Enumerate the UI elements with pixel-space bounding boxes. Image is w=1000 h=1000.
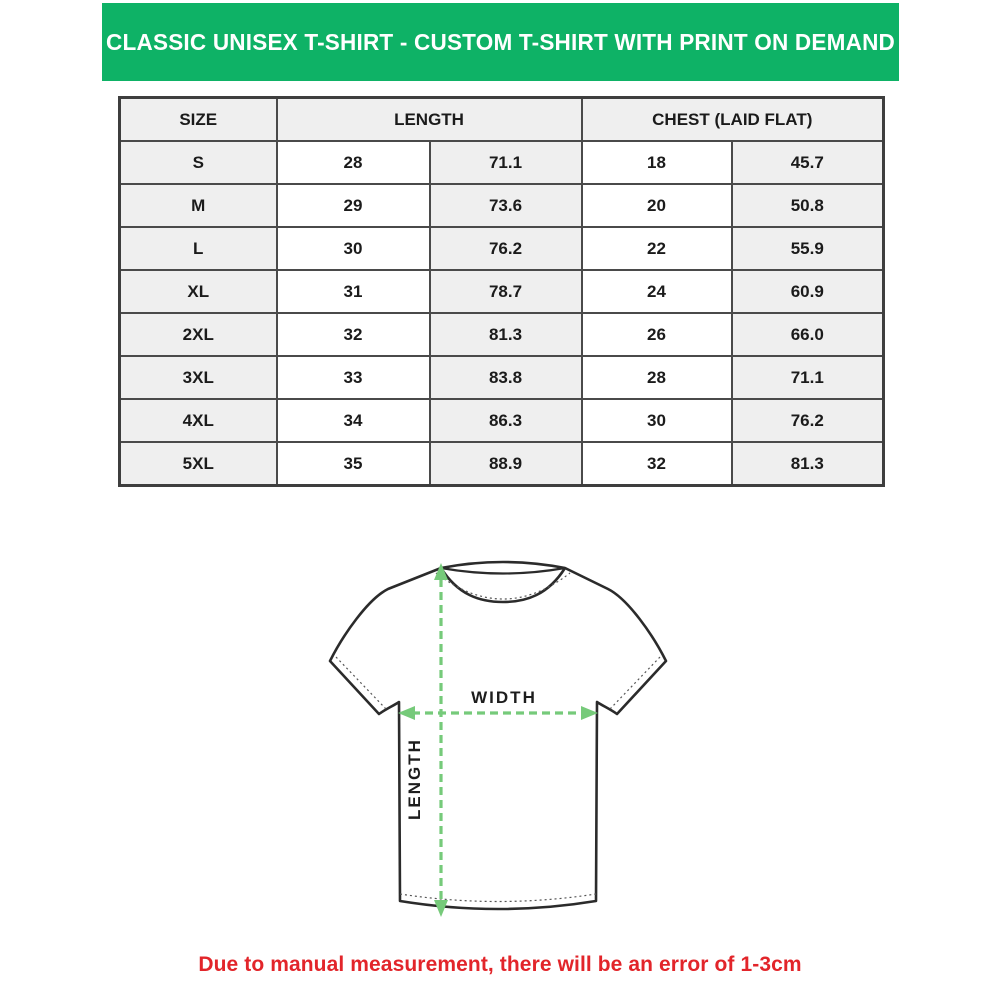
chest-inches-cell: 32 xyxy=(582,442,732,486)
chest-cm-cell: 71.1 xyxy=(732,356,884,399)
size-cell: 4XL xyxy=(120,399,277,442)
chest-cm-cell: 76.2 xyxy=(732,399,884,442)
column-header-chest: CHEST (LAID FLAT) xyxy=(582,98,884,142)
length-cm-cell: 71.1 xyxy=(430,141,582,184)
length-inches-cell: 28 xyxy=(277,141,430,184)
length-inches-cell: 31 xyxy=(277,270,430,313)
table-header-row xyxy=(120,98,884,142)
length-cm-cell: 73.6 xyxy=(430,184,582,227)
page-title: CLASSIC UNISEX T-SHIRT - CUSTOM T-SHIRT WITH PRINT ON DEMAND xyxy=(106,28,895,55)
measurement-note: Due to manual measurement, there will be an error of 1-3cm xyxy=(198,953,802,976)
length-arrowhead-bottom xyxy=(434,900,448,917)
tshirt-silhouette xyxy=(330,562,666,909)
length-inches-cell: 30 xyxy=(277,227,430,270)
table-row xyxy=(120,442,884,486)
size-cell: 3XL xyxy=(120,356,277,399)
chest-cm-cell: 50.8 xyxy=(732,184,884,227)
tshirt-outline-svg xyxy=(308,551,698,941)
width-label: WIDTH xyxy=(471,688,537,707)
length-cm-cell: 76.2 xyxy=(430,227,582,270)
size-cell: L xyxy=(120,227,277,270)
chest-cm-cell: 55.9 xyxy=(732,227,884,270)
table-row xyxy=(120,356,884,399)
size-cell: 2XL xyxy=(120,313,277,356)
size-cell: XL xyxy=(120,270,277,313)
size-cell: M xyxy=(120,184,277,227)
chest-inches-cell: 30 xyxy=(582,399,732,442)
length-cm-cell: 88.9 xyxy=(430,442,582,486)
table-row xyxy=(120,313,884,356)
chest-cm-cell: 66.0 xyxy=(732,313,884,356)
size-table-body xyxy=(120,141,884,486)
length-cm-cell: 78.7 xyxy=(430,270,582,313)
length-inches-cell: 34 xyxy=(277,399,430,442)
chest-inches-cell: 28 xyxy=(582,356,732,399)
column-header-length: LENGTH xyxy=(277,98,582,142)
table-row xyxy=(120,399,884,442)
table-row xyxy=(120,227,884,270)
table-row xyxy=(120,184,884,227)
length-cm-cell: 83.8 xyxy=(430,356,582,399)
chest-inches-cell: 26 xyxy=(582,313,732,356)
tshirt-diagram xyxy=(308,551,698,941)
length-inches-cell: 33 xyxy=(277,356,430,399)
column-header-size: SIZE xyxy=(120,98,277,142)
length-inches-cell: 35 xyxy=(277,442,430,486)
length-label: LENGTH xyxy=(405,738,424,820)
table-row xyxy=(120,141,884,184)
chest-inches-cell: 18 xyxy=(582,141,732,184)
size-cell: S xyxy=(120,141,277,184)
size-cell: 5XL xyxy=(120,442,277,486)
table-row xyxy=(120,270,884,313)
size-table xyxy=(118,96,885,487)
chest-cm-cell: 45.7 xyxy=(732,141,884,184)
length-cm-cell: 81.3 xyxy=(430,313,582,356)
chest-cm-cell: 81.3 xyxy=(732,442,884,486)
length-inches-cell: 29 xyxy=(277,184,430,227)
length-inches-cell: 32 xyxy=(277,313,430,356)
chest-inches-cell: 24 xyxy=(582,270,732,313)
chest-inches-cell: 20 xyxy=(582,184,732,227)
chest-cm-cell: 60.9 xyxy=(732,270,884,313)
title-banner xyxy=(102,3,899,81)
length-cm-cell: 86.3 xyxy=(430,399,582,442)
chest-inches-cell: 22 xyxy=(582,227,732,270)
